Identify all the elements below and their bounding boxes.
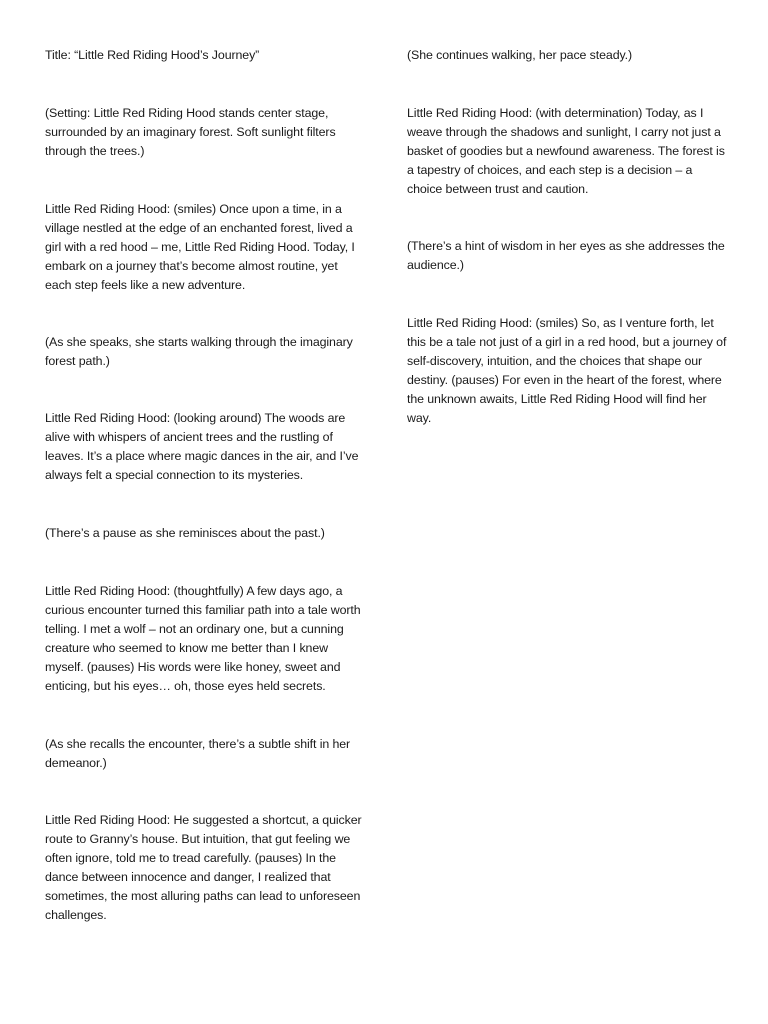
stage-direction: (She continues walking, her pace steady.) [407,48,633,62]
dialogue-paragraph: Little Red Riding Hood: (with determination) Today, as I weave through the shadows and sunlight, I carry not just a basket of goodies but a newfound awareness. The forest is a tapestry of choices, and each step is a decision – a choice between trust and caution. [407,106,725,196]
dialogue-paragraph: Little Red Riding Hood: (looking around) The woods are alive with whispers of ancient trees and the rustling of leaves. It’s a place where magic dances in the air, and I’ve always felt a special connection to its mysteries. [45,411,359,482]
dialogue-paragraph: Little Red Riding Hood: (thoughtfully) A few days ago, a curious encounter turned this familiar path into a tale worth telling. I met a wolf – not an ordinary one, but a cunning creature who seemed to know me better than I knew myself. (pauses) His words were like honey, sweet and enticing, but his eyes… oh, those eyes held secrets. [45,584,361,693]
dialogue-paragraph: Little Red Riding Hood: (smiles) So, as I venture forth, let this be a tale not just of a girl in a red hood, but a journey of self-discovery, intuition, and the choices that shape our destiny. (pauses) For even in the heart of the forest, where the unknown awaits, Little Red Riding Hood will find her way. [407,316,727,425]
stage-direction: (Setting: Little Red Riding Hood stands center stage, surrounded by an imaginary forest. Soft sunlight filters through the trees.) [45,106,336,158]
dialogue-paragraph: Little Red Riding Hood: (smiles) Once upon a time, in a village nestled at the edge of an enchanted forest, lived a girl with a red hood – me, Little Red Riding Hood. Today, I embark on a journey that’s become almost routine, yet each step feels like a new adventure. [45,202,355,292]
dialogue-paragraph: Little Red Riding Hood: He suggested a shortcut, a quicker route to Granny’s house. But intuition, that gut feeling we often ignore, told me to tread carefully. (pauses) In the dance between innocence and danger, I realized that sometimes, the most alluring paths can lead to unforeseen challenges. [45,813,362,922]
stage-direction: (There’s a pause as she reminisces about the past.) [45,526,325,540]
script-title: Title: “Little Red Riding Hood’s Journey” [45,48,260,62]
stage-direction: (There’s a hint of wisdom in her eyes as she addresses the audience.) [407,239,725,272]
stage-direction: (As she recalls the encounter, there’s a subtle shift in her demeanor.) [45,737,351,770]
stage-direction: (As she speaks, she starts walking through the imaginary forest path.) [45,335,353,368]
